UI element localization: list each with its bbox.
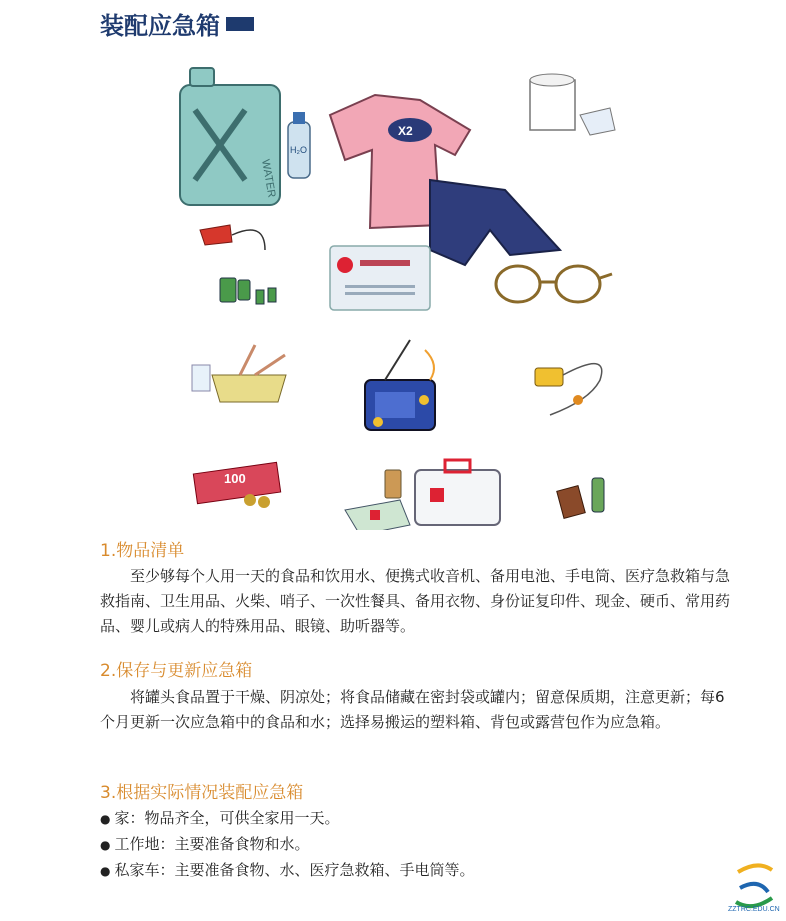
medicine-icon — [345, 470, 410, 530]
situational-list — [100, 806, 475, 884]
list-item: ● 工作地：主要准备食物和水。 — [100, 832, 475, 858]
section-heading-storage: 2.保存与更新应急箱 — [100, 661, 253, 681]
list-item: ● 家：物品齐全，可供全家用一天。 — [100, 806, 475, 832]
cash-icon — [193, 462, 280, 508]
title-decoration-block — [226, 17, 254, 31]
batteries-icon — [220, 278, 276, 304]
id-card-icon — [330, 246, 430, 310]
glasses-icon — [496, 266, 612, 302]
tissue-roll-icon — [530, 74, 615, 135]
cash-label: 100 — [224, 471, 246, 486]
flashlight-icon — [535, 364, 602, 415]
section-heading-situational: 3.根据实际情况装配应急箱 — [100, 783, 304, 803]
page-title-text: 装配应急箱 — [100, 12, 220, 40]
section-heading-item-list: 1.物品清单 — [100, 541, 185, 561]
section-body-item-list: 至少够每个人用一天的食品和饮用水、便携式收音机、备用电池、手电筒、医疗急救箱与急救指南、卫生用品、火柴、哨子、一次性餐具、备用衣物、身份证复印件、现金、硬币、常用药品、婴儿或病人的特殊用品、眼镜、助听器等。 — [100, 567, 731, 635]
matches-icon — [557, 478, 604, 518]
water-bottle-icon — [288, 112, 310, 178]
shirt-label: X2 — [398, 124, 413, 138]
bottle-label: H₂O — [290, 145, 307, 155]
emergency-kit-illustration — [0, 50, 786, 530]
shorts-icon — [430, 180, 560, 265]
list-item: ● 私家车：主要准备食物、水、医疗急救箱、手电筒等。 — [100, 858, 475, 884]
jug-label: WATER — [259, 158, 278, 199]
section-body-storage: 将罐头食品置于干燥、阴凉处；将食品储藏在密封袋或罐内；留意保质期，注意更新；每6个月更新一次应急箱中的食品和水；选择易搬运的塑料箱、背包或露营包作为应急箱。 — [100, 688, 725, 731]
logo-text: ZZTRC.EDU.CN — [728, 906, 780, 913]
cutlery-basket-icon — [192, 345, 286, 402]
page-title — [100, 6, 254, 41]
whistle-icon — [200, 225, 265, 250]
first-aid-kit-icon — [415, 460, 500, 525]
water-jug-icon — [180, 68, 280, 205]
radio-icon — [365, 340, 435, 430]
